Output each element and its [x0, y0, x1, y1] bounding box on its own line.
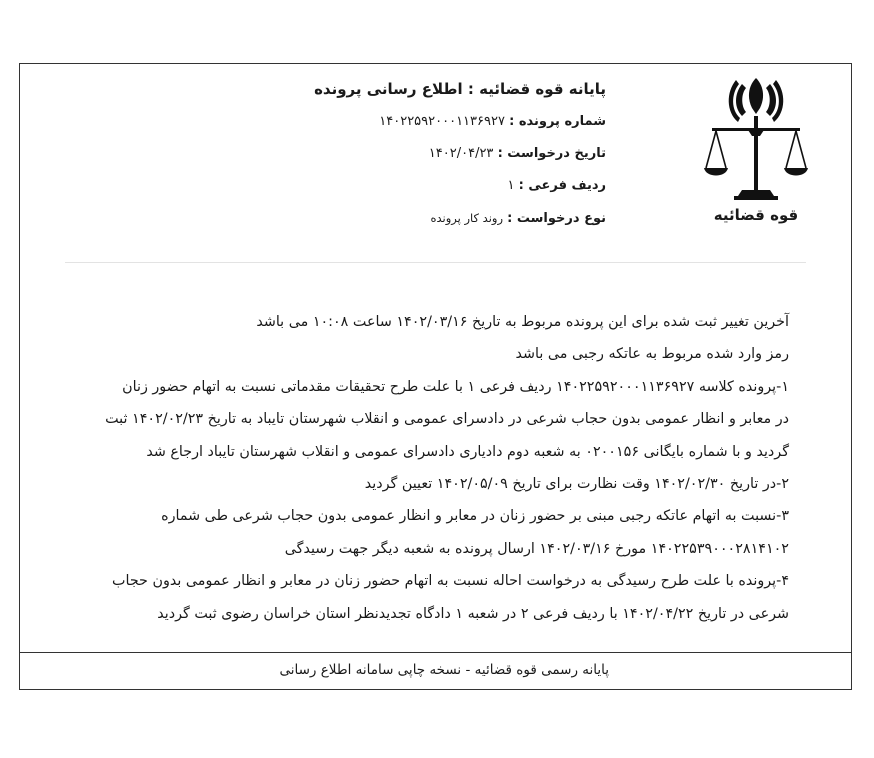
- case-number-value: ۱۴۰۲۲۵۹۲۰۰۰۱۱۳۶۹۲۷: [379, 114, 505, 129]
- case-number-row: [86, 111, 606, 143]
- sub-row-number-row: [86, 175, 606, 207]
- body-line: ۲-در تاریخ ۱۴۰۲/۰۲/۳۰ وقت نظارت برای تاریخ ۱۴۰۲/۰۵/۰۹ تعیین گردید: [364, 475, 789, 492]
- request-type-row: [86, 207, 606, 239]
- request-type-label: نوع درخواست :: [507, 211, 606, 226]
- emblem-caption: قوه قضائیه: [713, 206, 799, 224]
- body-line: گردید و با شماره بایگانی ۰۲۰۰۱۵۶ به شعبه دوم دادیاری دادسرای عمومی و انقلاب شهرستان تایباد ارجاع شد: [146, 443, 789, 460]
- case-history: [80, 306, 789, 630]
- sub-row-number-value: ۱: [507, 178, 515, 193]
- request-date-label: تاریخ درخواست :: [497, 146, 606, 161]
- request-date-row: [86, 143, 606, 175]
- body-line: ۴-پرونده با علت طرح رسیدگی به درخواست احاله نسبت به اتهام حضور زنان در معابر و انظار عمومی بدون حجاب: [112, 573, 789, 590]
- page-title: پایانه قوه قضائیه : اطلاع رسانی پرونده: [314, 80, 606, 98]
- body-line: در معابر و انظار عمومی بدون حجاب شرعی در دادسرای عمومی و انقلاب شهرستان تایباد به تاریخ ۱۴۰۲/۰۲/۲۳ ثبت: [105, 411, 789, 428]
- case-number-label: شماره پرونده :: [509, 114, 606, 129]
- body-line: شرعی در تاریخ ۱۴۰۲/۰۴/۲۲ با ردیف فرعی ۲ در شعبه ۱ دادگاه تجدیدنظر استان خراسان رضوی ثبت گردید: [157, 605, 789, 622]
- body-line: ۳-نسبت به اتهام عاتکه رجبی مبنی بر حضور زنان در معابر و انظار عمومی بدون حجاب شرعی طی شماره: [161, 508, 789, 525]
- document-footer: [20, 652, 851, 689]
- judiciary-scales-emblem-icon: [704, 72, 808, 204]
- document-frame: [19, 63, 852, 690]
- request-date-value: ۱۴۰۲/۰۴/۲۳: [428, 146, 494, 161]
- body-line: آخرین تغییر ثبت شده برای این پرونده مربوط به تاریخ ۱۴۰۲/۰۳/۱۶ ساعت ۱۰:۰۸ می باشد: [256, 314, 789, 330]
- body-line: ۱-پرونده کلاسه ۱۴۰۲۲۵۹۲۰۰۰۱۱۳۶۹۲۷ ردیف فرعی ۱ با علت طرح تحقیقات مقدماتی نسبت به اتهام حضور زنان: [122, 378, 789, 395]
- judiciary-emblem: [701, 72, 811, 242]
- header-info: [86, 78, 606, 239]
- document-header: [20, 64, 851, 264]
- header-divider: [65, 262, 806, 263]
- body-line: ۱۴۰۲۲۵۳۹۰۰۰۲۸۱۴۱۰۲ مورخ ۱۴۰۲/۰۳/۱۶ ارسال پرونده به شعبه دیگر جهت رسیدگی: [284, 540, 789, 557]
- request-type-value: روند کار پرونده: [430, 211, 504, 225]
- body-line: رمز وارد شده مربوط به عاتکه رجبی می باشد: [515, 346, 789, 363]
- sub-row-number-label: ردیف فرعی :: [518, 178, 606, 193]
- footer-text: پایانه رسمی قوه قضائیه - نسخه چاپی سامانه اطلاع رسانی: [279, 662, 609, 678]
